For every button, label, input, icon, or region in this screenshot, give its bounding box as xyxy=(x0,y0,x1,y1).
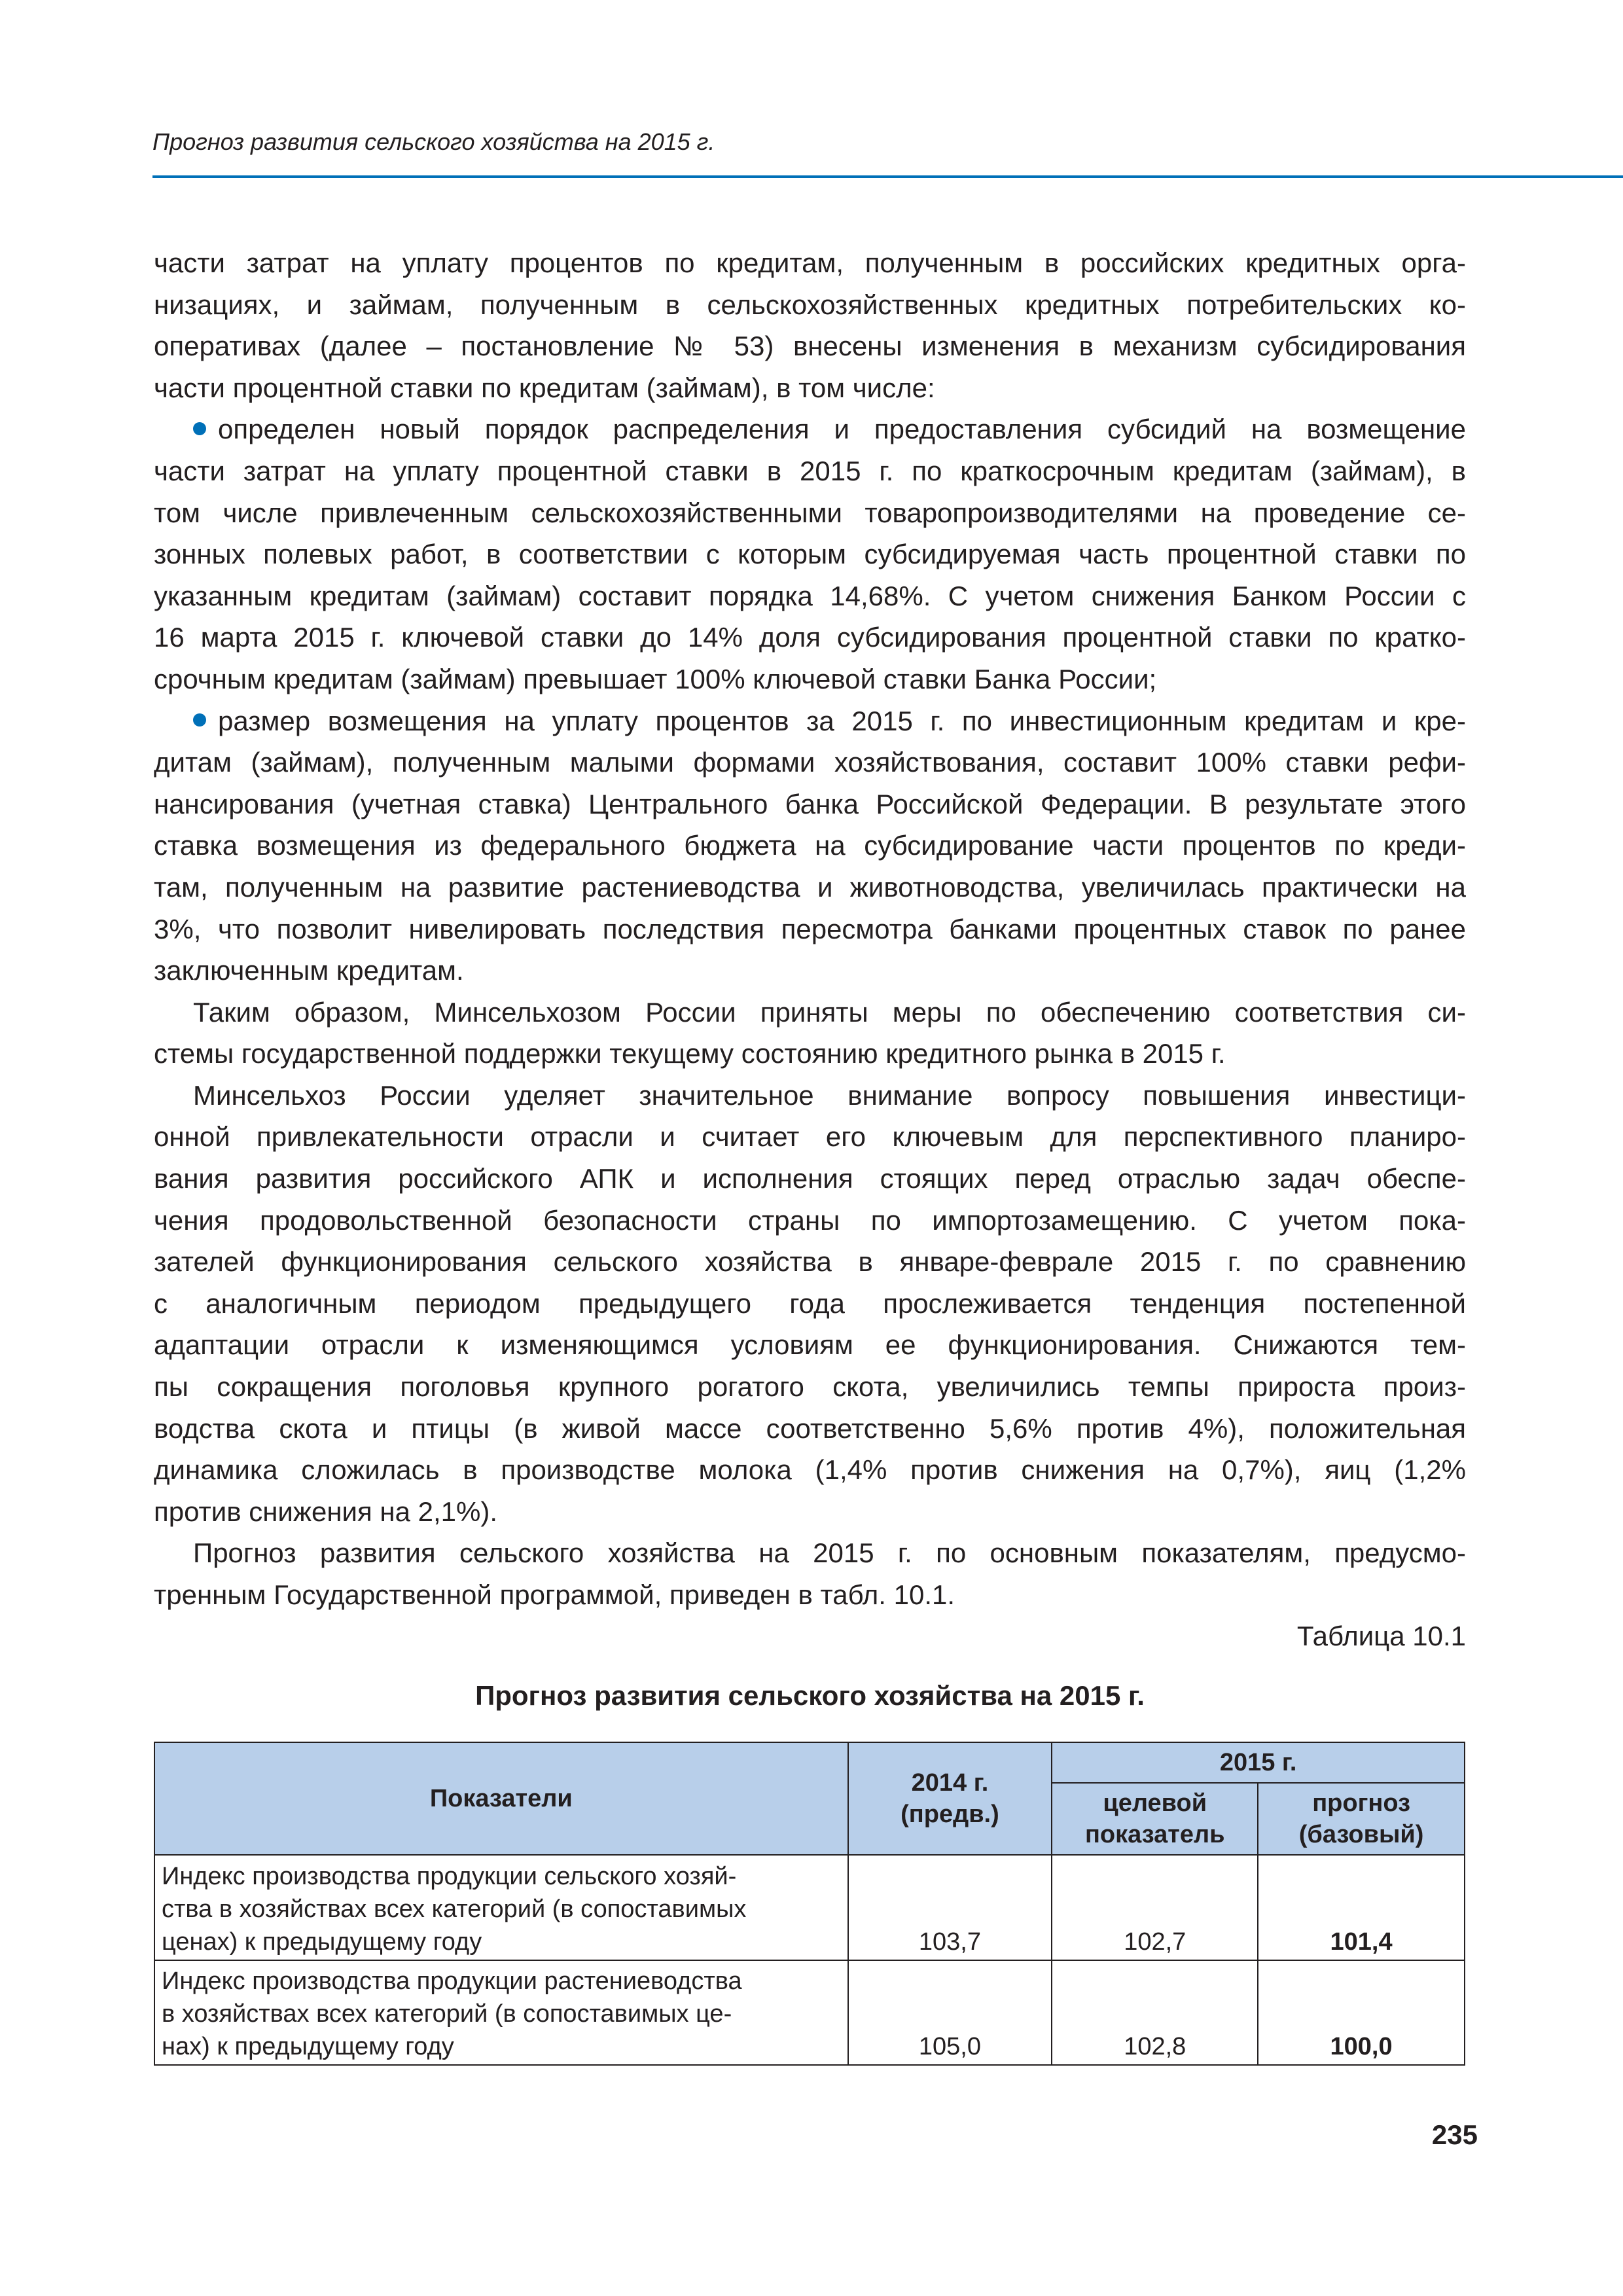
text-line-content: онной привлекательности отрасли и считает его ключевым для перспективного планиро- xyxy=(154,1121,1466,1153)
header-target-l2: показатель xyxy=(1084,1821,1225,1848)
running-head-title: Прогноз развития сельского хозяйства на 2015 г. xyxy=(152,128,715,155)
text-line xyxy=(154,575,1466,617)
forecast-table xyxy=(154,1742,1465,2066)
text-line-content: зонных полевых работ, в соответствии с которым субсидируемая часть процентной ставки по xyxy=(154,539,1466,570)
bullet-item xyxy=(154,700,1466,992)
header-2014-year: 2014 г. xyxy=(911,1769,989,1797)
cell-2014: 103,7 xyxy=(848,1855,1052,1960)
text-line xyxy=(154,1491,1466,1533)
paragraph xyxy=(154,992,1466,1075)
text-line xyxy=(154,1283,1466,1325)
row-text-line: Индекс производства продукции растениеводства xyxy=(162,1967,742,1995)
page-number: 235 xyxy=(1431,2119,1478,2150)
text-line-content: ставка возмещения из федерального бюджета на субсидирование части процентов по креди- xyxy=(154,830,1466,861)
bullet-item xyxy=(154,408,1466,700)
table-number: Таблица 10.1 xyxy=(1296,1621,1466,1651)
paragraph xyxy=(154,242,1466,408)
text-line-content: нансирования (учетная ставка) Центрального банка Российской Федерации. В результате этого xyxy=(154,788,1466,819)
header-forecast-l1: прогноз xyxy=(1312,1789,1410,1817)
paragraph xyxy=(154,1532,1466,1615)
text-line-content: вания развития российского АПК и исполнения стоящих перед отраслью задач обеспе- xyxy=(154,1163,1466,1194)
row-text-line: в хозяйствах всех категорий (в сопоставимых це- xyxy=(162,2000,732,2028)
text-line xyxy=(154,617,1466,658)
text-line-content: части затрат на уплату процентной ставки в 2015 г. по краткосрочным кредитам (займам), в xyxy=(154,455,1466,486)
header-indicator: Показатели xyxy=(154,1742,848,1855)
text-line xyxy=(154,1574,1466,1616)
text-line xyxy=(154,950,1466,992)
row-text-line: ценах) к предыдущему году xyxy=(162,1928,482,1956)
bullet-icon xyxy=(193,422,206,435)
header-forecast-l2: (базовый) xyxy=(1298,1821,1424,1848)
text-line xyxy=(154,242,1466,284)
text-line xyxy=(154,1158,1466,1200)
header-2014 xyxy=(848,1742,1052,1855)
text-line xyxy=(154,408,1466,450)
cell-forecast: 101,4 xyxy=(1258,1855,1465,1960)
text-line-content: срочным кредитам (займам) превышает 100% ключевой ставки Банка России; xyxy=(154,663,1157,694)
body-text xyxy=(154,242,1466,1616)
text-line xyxy=(154,533,1466,575)
text-line xyxy=(154,1075,1466,1117)
row-text-line: нах) к предыдущему году xyxy=(162,2033,454,2060)
text-line-content: части процентной ставки по кредитам (займам), в том числе: xyxy=(154,372,935,403)
text-line xyxy=(154,992,1466,1033)
text-line-content: том числе привлеченным сельскохозяйственными товаропроизводителями на проведение се- xyxy=(154,497,1466,528)
text-line xyxy=(154,867,1466,908)
text-line xyxy=(154,1116,1466,1158)
text-line-content: Минсельхоз России уделяет значительное внимание вопросу повышения инвестици- xyxy=(193,1079,1466,1111)
text-line-content: дитам (займам), полученным малыми формами хозяйствования, составит 100% ставки рефи- xyxy=(154,747,1466,778)
text-line xyxy=(154,658,1466,700)
text-line-content: стемы государственной поддержки текущему состоянию кредитного рынка в 2015 г. xyxy=(154,1038,1226,1069)
text-line-content: оперативах (далее – постановление № 53) внесены изменения в механизм субсидирования xyxy=(154,331,1466,362)
text-line xyxy=(154,783,1466,825)
text-line-content: определен новый порядок распределения и предоставления субсидий на возмещение xyxy=(218,414,1466,445)
cell-target: 102,7 xyxy=(1052,1855,1258,1960)
text-line-content: части затрат на уплату процентов по кредитам, полученным в российских кредитных орга- xyxy=(154,247,1466,278)
text-line-content: размер возмещения на уплату процентов за 2015 г. по инвестиционным кредитам и кре- xyxy=(218,705,1466,736)
cell-forecast: 100,0 xyxy=(1258,1960,1465,2065)
text-line xyxy=(154,1449,1466,1491)
header-forecast xyxy=(1258,1783,1465,1855)
text-line-content: адаптации отрасли к изменяющимся условиям ее функционирования. Снижаются тем- xyxy=(154,1329,1466,1361)
row-indicator xyxy=(154,1855,848,1960)
bullet-icon xyxy=(193,713,206,726)
text-line xyxy=(154,1324,1466,1366)
header-target-l1: целевой xyxy=(1103,1789,1207,1817)
text-line xyxy=(154,825,1466,867)
text-line-content: 16 марта 2015 г. ключевой ставки до 14% доля субсидирования процентной ставки по кратко- xyxy=(154,622,1466,653)
text-line xyxy=(154,1366,1466,1408)
text-line-content: зателей функционирования сельского хозяйства в январе-феврале 2015 г. по сравнению xyxy=(154,1246,1466,1278)
header-2014-note: (предв.) xyxy=(901,1801,999,1828)
cell-2014: 105,0 xyxy=(848,1960,1052,2065)
text-line-content: динамика сложилась в производстве молока (1,4% против снижения на 0,7%), яиц (1,2% xyxy=(154,1454,1466,1486)
text-line xyxy=(154,284,1466,326)
text-line xyxy=(154,1241,1466,1283)
text-line-content: тренным Государственной программой, приведен в табл. 10.1. xyxy=(154,1579,955,1610)
text-line-content: водства скота и птицы (в живой массе соответственно 5,6% против 4%), положительная xyxy=(154,1412,1466,1444)
text-line xyxy=(154,325,1466,367)
table-row xyxy=(154,1960,1465,2065)
text-line-content: Таким образом, Минсельхозом России приняты меры по обеспечению соответствия си- xyxy=(193,996,1466,1028)
text-line-content: заключенным кредитам. xyxy=(154,955,464,986)
text-line xyxy=(154,742,1466,783)
text-line-content: против снижения на 2,1%). xyxy=(154,1496,497,1527)
text-line-content: Прогноз развития сельского хозяйства на 2015 г. по основным показателям, предусмо- xyxy=(193,1537,1466,1569)
text-line-content: с аналогичным периодом предыдущего года прослеживается тенденция постепенной xyxy=(154,1287,1466,1319)
text-line-content: пы сокращения поголовья крупного рогатого скота, увеличились темпы прироста произ- xyxy=(154,1371,1466,1403)
table-title: Прогноз развития сельского хозяйства на 2015 г. xyxy=(475,1680,1145,1711)
table-row xyxy=(154,1855,1465,1960)
text-line-content: указанным кредитам (займам) составит порядка 14,68%. С учетом снижения Банком России с xyxy=(154,580,1466,611)
text-line xyxy=(154,367,1466,409)
row-text-line: Индекс производства продукции сельского хозяй- xyxy=(162,1863,737,1890)
text-line xyxy=(154,1532,1466,1574)
text-line-content: чения продовольственной безопасности страны по импортозамещению. С учетом пока- xyxy=(154,1204,1466,1236)
paragraph xyxy=(154,1075,1466,1533)
header-2015: 2015 г. xyxy=(1052,1742,1465,1783)
row-text-line: ства в хозяйствах всех категорий (в сопоставимых xyxy=(162,1895,747,1923)
text-line xyxy=(154,700,1466,742)
text-line xyxy=(154,1033,1466,1075)
row-indicator xyxy=(154,1960,848,2065)
header-target xyxy=(1052,1783,1258,1855)
text-line xyxy=(154,1200,1466,1242)
text-line-content: низациях, и займам, полученным в сельскохозяйственных кредитных потребительских ко- xyxy=(154,289,1466,320)
cell-target: 102,8 xyxy=(1052,1960,1258,2065)
header-rule xyxy=(152,175,1623,178)
text-line-content: 3%, что позволит нивелировать последствия пересмотра банками процентных ставок по ранее xyxy=(154,913,1466,944)
text-line-content: там, полученным на развитие растениеводства и животноводства, увеличилась практически на xyxy=(154,871,1466,903)
text-line xyxy=(154,908,1466,950)
text-line xyxy=(154,492,1466,534)
text-line xyxy=(154,450,1466,492)
text-line xyxy=(154,1408,1466,1450)
